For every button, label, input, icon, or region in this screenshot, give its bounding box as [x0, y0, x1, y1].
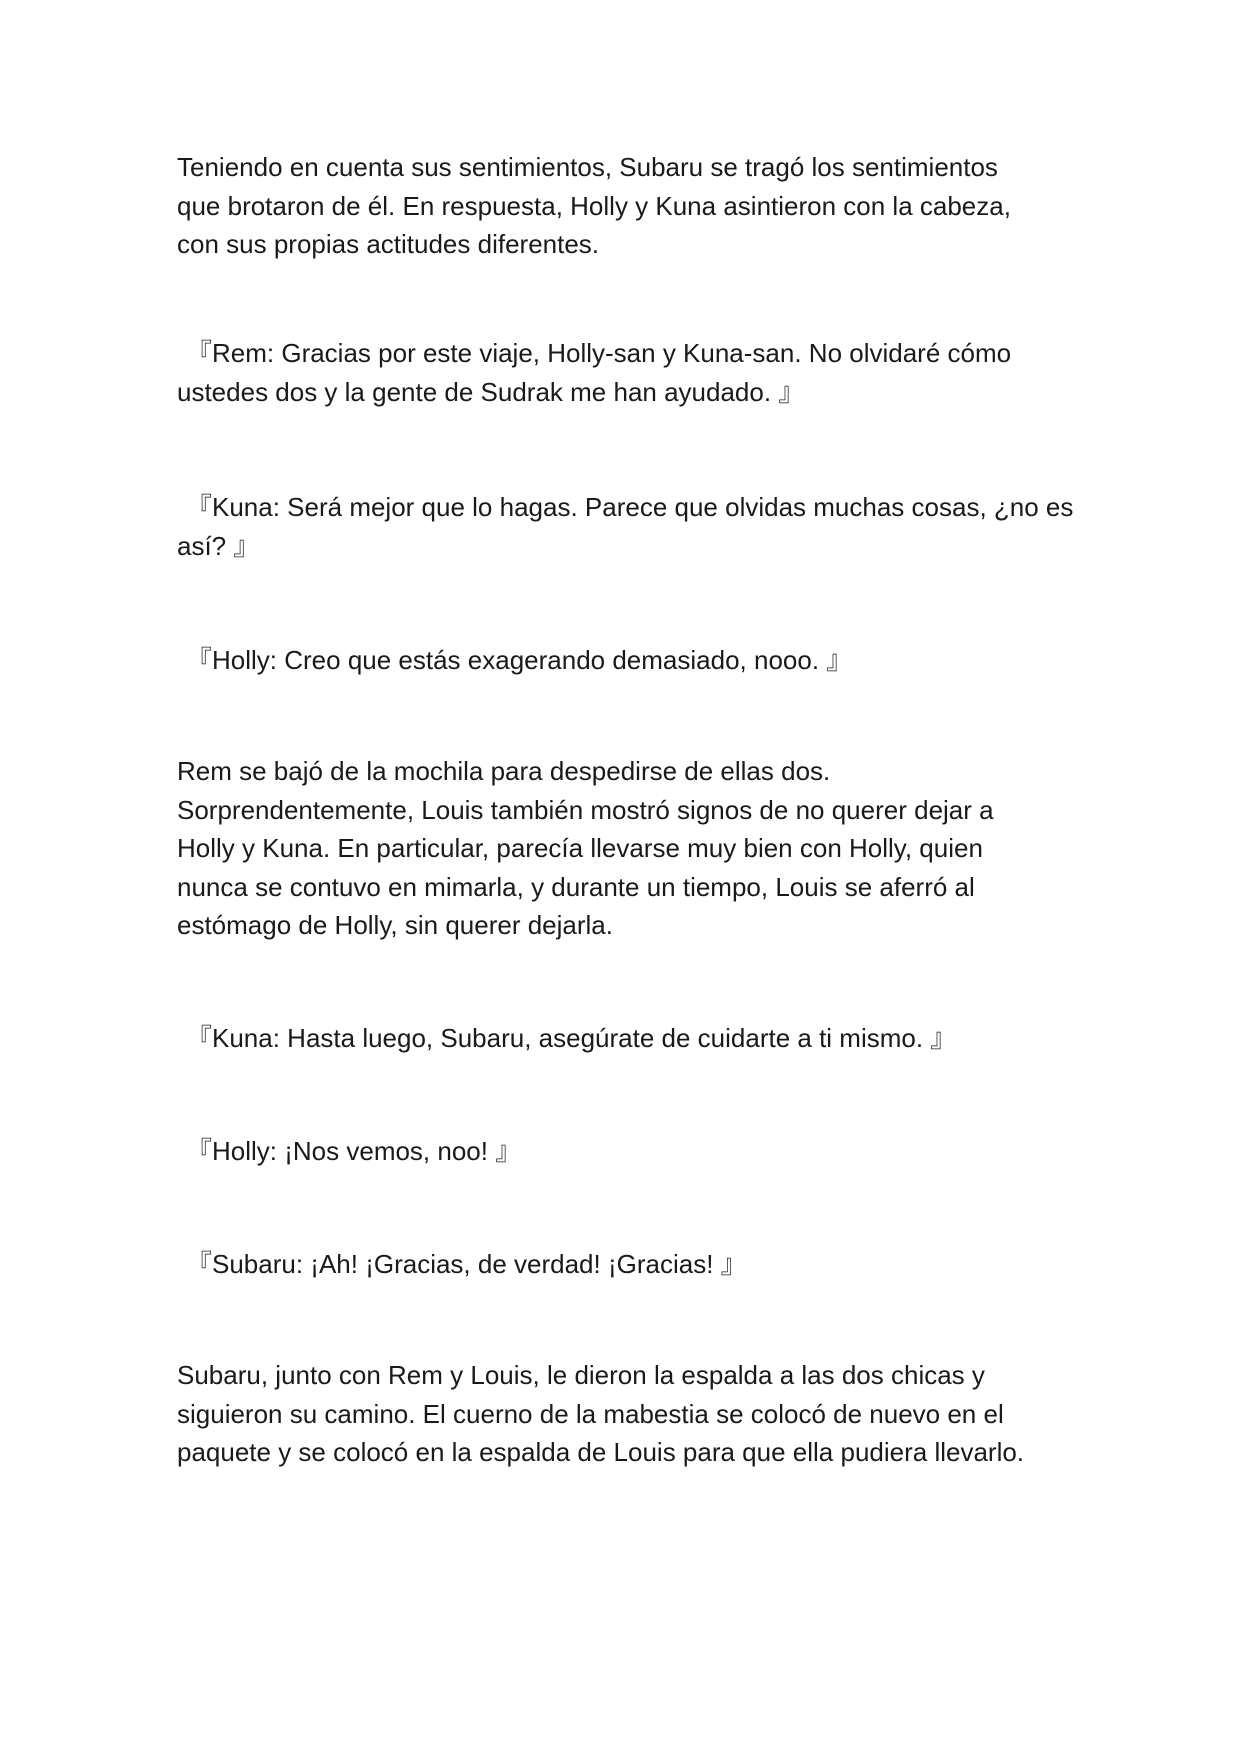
paragraph-3 [177, 1356, 1087, 1472]
text-line: ustedes dos y la gente de Sudrak me han ayudado. 』 [177, 376, 805, 407]
text-line: con sus propias actitudes diferentes. [177, 229, 600, 259]
text-line: estómago de Holly, sin querer dejarla. [177, 910, 613, 940]
dialogue-holly-2 [186, 1132, 1096, 1171]
text-line: 『Holly: ¡Nos vemos, noo! 』 [186, 1136, 522, 1166]
text-line: 『Rem: Gracias por este viaje, Holly-san y Kuna-san. No olvidaré cómo [186, 338, 1012, 368]
text-line: 『Subaru: ¡Ah! ¡Gracias, de verdad! ¡Gracias! 』 [186, 1249, 747, 1279]
dialogue-holly-1 [186, 641, 1096, 680]
text-line: Sorprendentemente, Louis también mostró signos de no querer dejar a [177, 794, 994, 825]
paragraph-1 [177, 148, 1087, 264]
text-line: 『Holly: Creo que estás exagerando demasiado, nooo. 』 [186, 645, 853, 675]
text-line: Rem se bajó de la mochila para despedirse de ellas dos. [177, 756, 831, 786]
text-line: paquete y se colocó en la espalda de Louis para que ella pudiera llevarlo. [177, 1437, 1025, 1467]
text-line: Teniendo en cuenta sus sentimientos, Subaru se tragó los sentimientos [177, 152, 998, 182]
text-line: Subaru, junto con Rem y Louis, le dieron la espalda a las dos chicas y [177, 1360, 985, 1390]
paragraph-2 [177, 752, 1087, 945]
text-line: siguieron su camino. El cuerno de la mabestia se colocó de nuevo en el [177, 1398, 1004, 1429]
dialogue-kuna-1 [177, 488, 1096, 565]
text-line: Holly y Kuna. En particular, parecía llevarse muy bien con Holly, quien [177, 833, 983, 863]
text-line: 『Kuna: Será mejor que lo hagas. Parece que olvidas muchas cosas, ¿no es [186, 492, 1074, 522]
text-line: nunca se contuvo en mimarla, y durante un tiempo, Louis se aferró al [177, 871, 975, 902]
dialogue-rem [177, 334, 1096, 411]
dialogue-kuna-2 [186, 1019, 1096, 1058]
dialogue-subaru [186, 1245, 1096, 1284]
text-line: que brotaron de él. En respuesta, Holly y Kuna asintieron con la cabeza, [177, 190, 1011, 221]
text-line: 『Kuna: Hasta luego, Subaru, asegúrate de cuidarte a ti mismo. 』 [186, 1023, 957, 1053]
text-line: así? 』 [177, 530, 260, 561]
